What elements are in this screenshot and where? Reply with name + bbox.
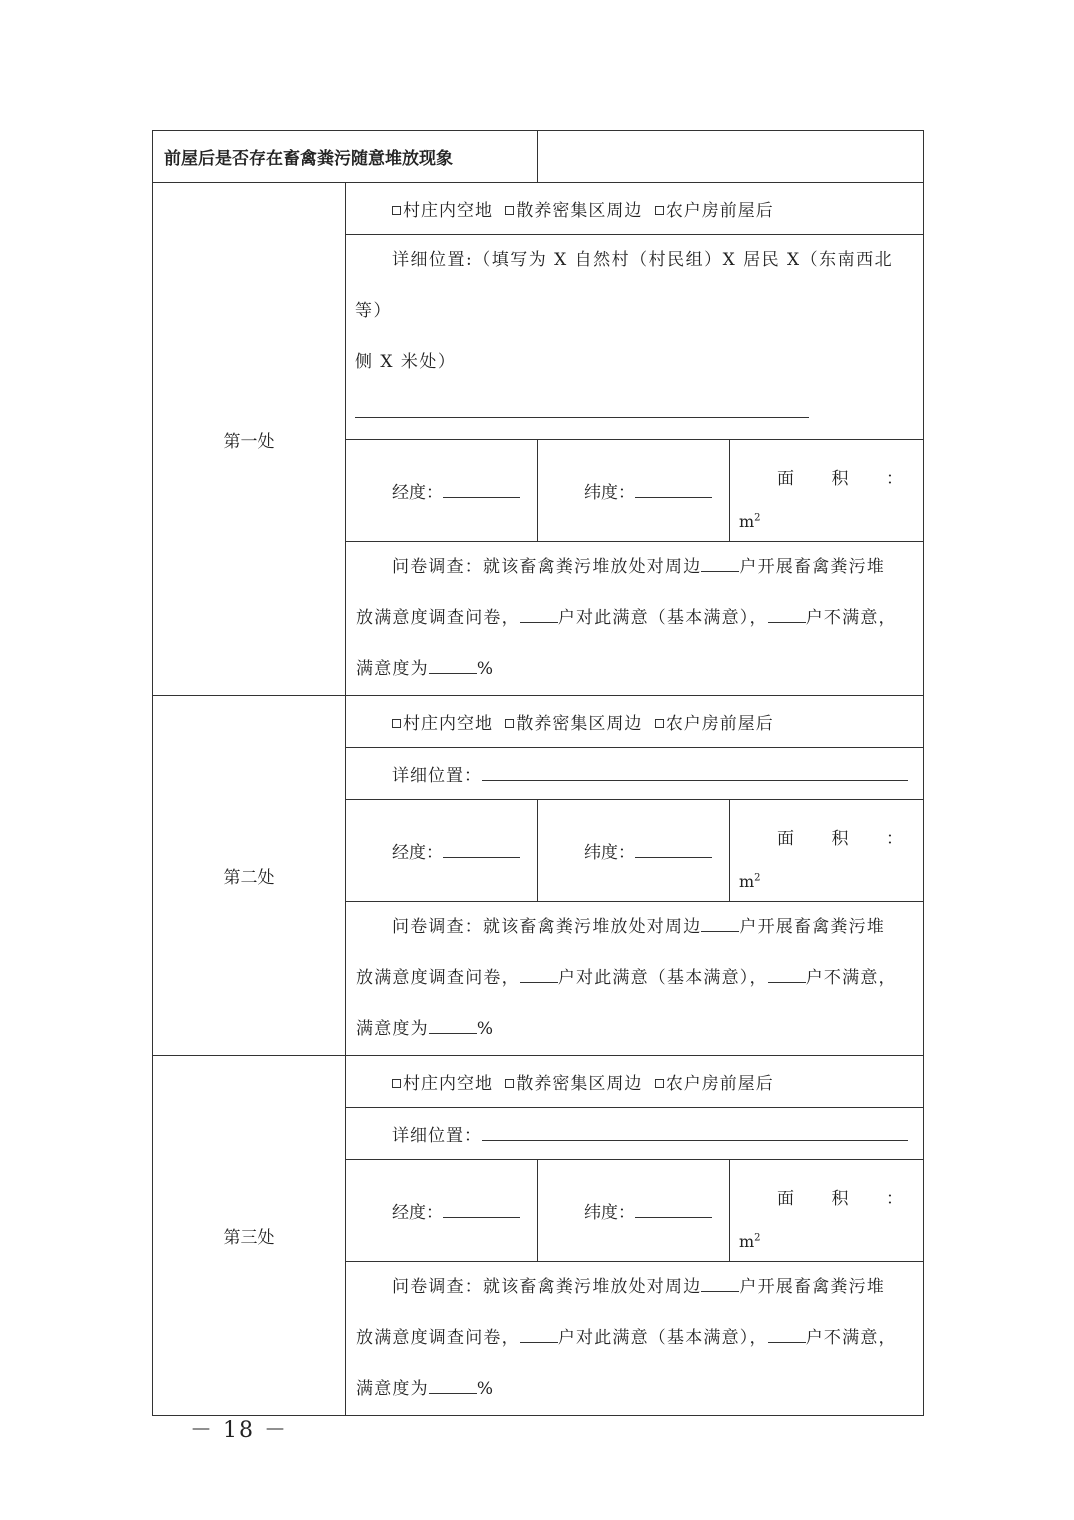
site-2-area-cell[interactable]	[730, 800, 924, 902]
area-label-char: ：	[886, 829, 903, 849]
site-3-longitude-cell	[346, 1160, 538, 1262]
site-2-detail-cell	[346, 748, 924, 800]
site-2-survey-cell	[346, 902, 924, 1056]
checkbox[interactable]	[655, 719, 664, 728]
area-label-char: 积	[831, 469, 849, 489]
survey-text: 满意度为	[356, 1019, 429, 1039]
checkbox[interactable]	[655, 1079, 664, 1088]
latitude-label: 纬度：	[584, 1203, 635, 1223]
longitude-input[interactable]	[443, 840, 520, 858]
site-3-location-options	[346, 1056, 924, 1108]
households-satisfied-input[interactable]	[520, 1325, 558, 1343]
option-label: 农户房前屋后	[665, 714, 774, 734]
site-1-label: 第一处	[153, 183, 346, 696]
satisfaction-rate-input[interactable]	[429, 656, 477, 674]
survey-form-table	[152, 130, 924, 1416]
households-surveyed-input[interactable]	[701, 1274, 739, 1292]
site-3-latitude-cell	[538, 1160, 730, 1262]
survey-text: 户不满意，	[805, 608, 897, 628]
percent-sign: %	[476, 1379, 495, 1399]
page-number: － 18 －	[190, 1418, 288, 1443]
area-label-char: 面	[777, 829, 794, 849]
detail-input[interactable]	[355, 400, 809, 418]
longitude-label: 经度：	[392, 843, 443, 863]
survey-text: 户不满意，	[805, 968, 897, 988]
latitude-input[interactable]	[635, 840, 712, 858]
site-2-location-options	[346, 696, 924, 748]
satisfaction-rate-input[interactable]	[429, 1016, 477, 1034]
site-2-label: 第二处	[153, 696, 346, 1056]
checkbox[interactable]	[505, 1079, 514, 1088]
longitude-label: 经度：	[392, 1203, 443, 1223]
option-label: 村庄内空地	[403, 1074, 493, 1094]
checkbox[interactable]	[505, 206, 514, 215]
survey-text: 户对此满意（基本满意），	[557, 968, 768, 988]
area-unit: $m^2$	[739, 872, 761, 891]
checkbox[interactable]	[655, 206, 664, 215]
site-3-label: 第三处	[153, 1056, 346, 1416]
survey-text: 户对此满意（基本满意），	[557, 1328, 768, 1348]
site-2-options-row	[153, 696, 924, 748]
question-answer-field[interactable]	[538, 131, 924, 183]
area-label-char: 积	[831, 829, 849, 849]
site-1-longitude-cell	[346, 440, 538, 542]
option-label: 散养密集区周边	[516, 714, 643, 734]
option-label: 农户房前屋后	[665, 1074, 774, 1094]
area-label-char: 积	[831, 1189, 849, 1209]
percent-sign: %	[476, 1019, 495, 1039]
latitude-input[interactable]	[635, 480, 712, 498]
detail-label: 详细位置:（填写为 X 自然村（村民组）X 居民 X（东南西北等）	[355, 250, 894, 321]
survey-text: 满意度为	[356, 1379, 429, 1399]
longitude-input[interactable]	[443, 480, 520, 498]
option-label: 农户房前屋后	[665, 201, 774, 221]
survey-text: 放满意度调查问卷，	[356, 1328, 520, 1348]
households-unsatisfied-input[interactable]	[768, 605, 806, 623]
checkbox[interactable]	[392, 206, 401, 215]
longitude-input[interactable]	[443, 1200, 520, 1218]
site-3-options-row	[153, 1056, 924, 1108]
area-label-char: ：	[886, 469, 903, 489]
option-label: 散养密集区周边	[516, 201, 643, 221]
satisfaction-rate-input[interactable]	[429, 1376, 477, 1394]
detail-label: 详细位置：	[392, 1126, 482, 1146]
site-3-detail-cell	[346, 1108, 924, 1160]
survey-text: 放满意度调查问卷，	[356, 968, 520, 988]
detail-input[interactable]	[482, 1123, 908, 1141]
site-1-location-options	[346, 183, 924, 235]
households-satisfied-input[interactable]	[520, 605, 558, 623]
area-label-char: ：	[886, 1189, 903, 1209]
detail-label: 详细位置：	[392, 766, 482, 786]
survey-text: 户不满意，	[805, 1328, 897, 1348]
option-label: 村庄内空地	[403, 714, 493, 734]
site-2-latitude-cell	[538, 800, 730, 902]
checkbox[interactable]	[392, 1079, 401, 1088]
option-label: 散养密集区周边	[516, 1074, 643, 1094]
survey-text: 问卷调查：就该畜禽粪污堆放处对周边	[392, 1277, 702, 1297]
area-unit: $m^2$	[739, 512, 761, 531]
question-label: 前屋后是否存在畜禽粪污随意堆放现象	[153, 131, 538, 183]
detail-input[interactable]	[482, 763, 908, 781]
survey-text: 户对此满意（基本满意），	[557, 608, 768, 628]
survey-text: 问卷调查：就该畜禽粪污堆放处对周边	[392, 557, 702, 577]
households-satisfied-input[interactable]	[520, 965, 558, 983]
option-label: 村庄内空地	[403, 201, 493, 221]
checkbox[interactable]	[392, 719, 401, 728]
site-1-options-row	[153, 183, 924, 235]
households-surveyed-input[interactable]	[701, 554, 739, 572]
site-1-survey-cell	[346, 542, 924, 696]
latitude-label: 纬度：	[584, 483, 635, 503]
households-unsatisfied-input[interactable]	[768, 965, 806, 983]
households-unsatisfied-input[interactable]	[768, 1325, 806, 1343]
site-2-longitude-cell	[346, 800, 538, 902]
checkbox[interactable]	[505, 719, 514, 728]
area-label-char: 面	[777, 469, 794, 489]
survey-text: 问卷调查：就该畜禽粪污堆放处对周边	[392, 917, 702, 937]
site-1-latitude-cell	[538, 440, 730, 542]
survey-text: 户开展畜禽粪污堆	[739, 557, 886, 577]
detail-label-cont: 侧 X 米处）	[355, 352, 457, 372]
survey-text: 户开展畜禽粪污堆	[739, 1277, 886, 1297]
survey-text: 放满意度调查问卷，	[356, 608, 520, 628]
site-3-survey-cell	[346, 1262, 924, 1416]
site-3-area-cell[interactable]	[730, 1160, 924, 1262]
area-label-char: 面	[777, 1189, 794, 1209]
area-unit: $m^2$	[739, 1232, 761, 1251]
households-surveyed-input[interactable]	[701, 914, 739, 932]
survey-text: 户开展畜禽粪污堆	[739, 917, 886, 937]
latitude-input[interactable]	[635, 1200, 712, 1218]
longitude-label: 经度：	[392, 483, 443, 503]
latitude-label: 纬度：	[584, 843, 635, 863]
header-row	[153, 131, 924, 183]
site-1-area-cell[interactable]	[730, 440, 924, 542]
site-1-detail-cell	[346, 235, 924, 440]
percent-sign: %	[476, 659, 495, 679]
survey-text: 满意度为	[356, 659, 429, 679]
